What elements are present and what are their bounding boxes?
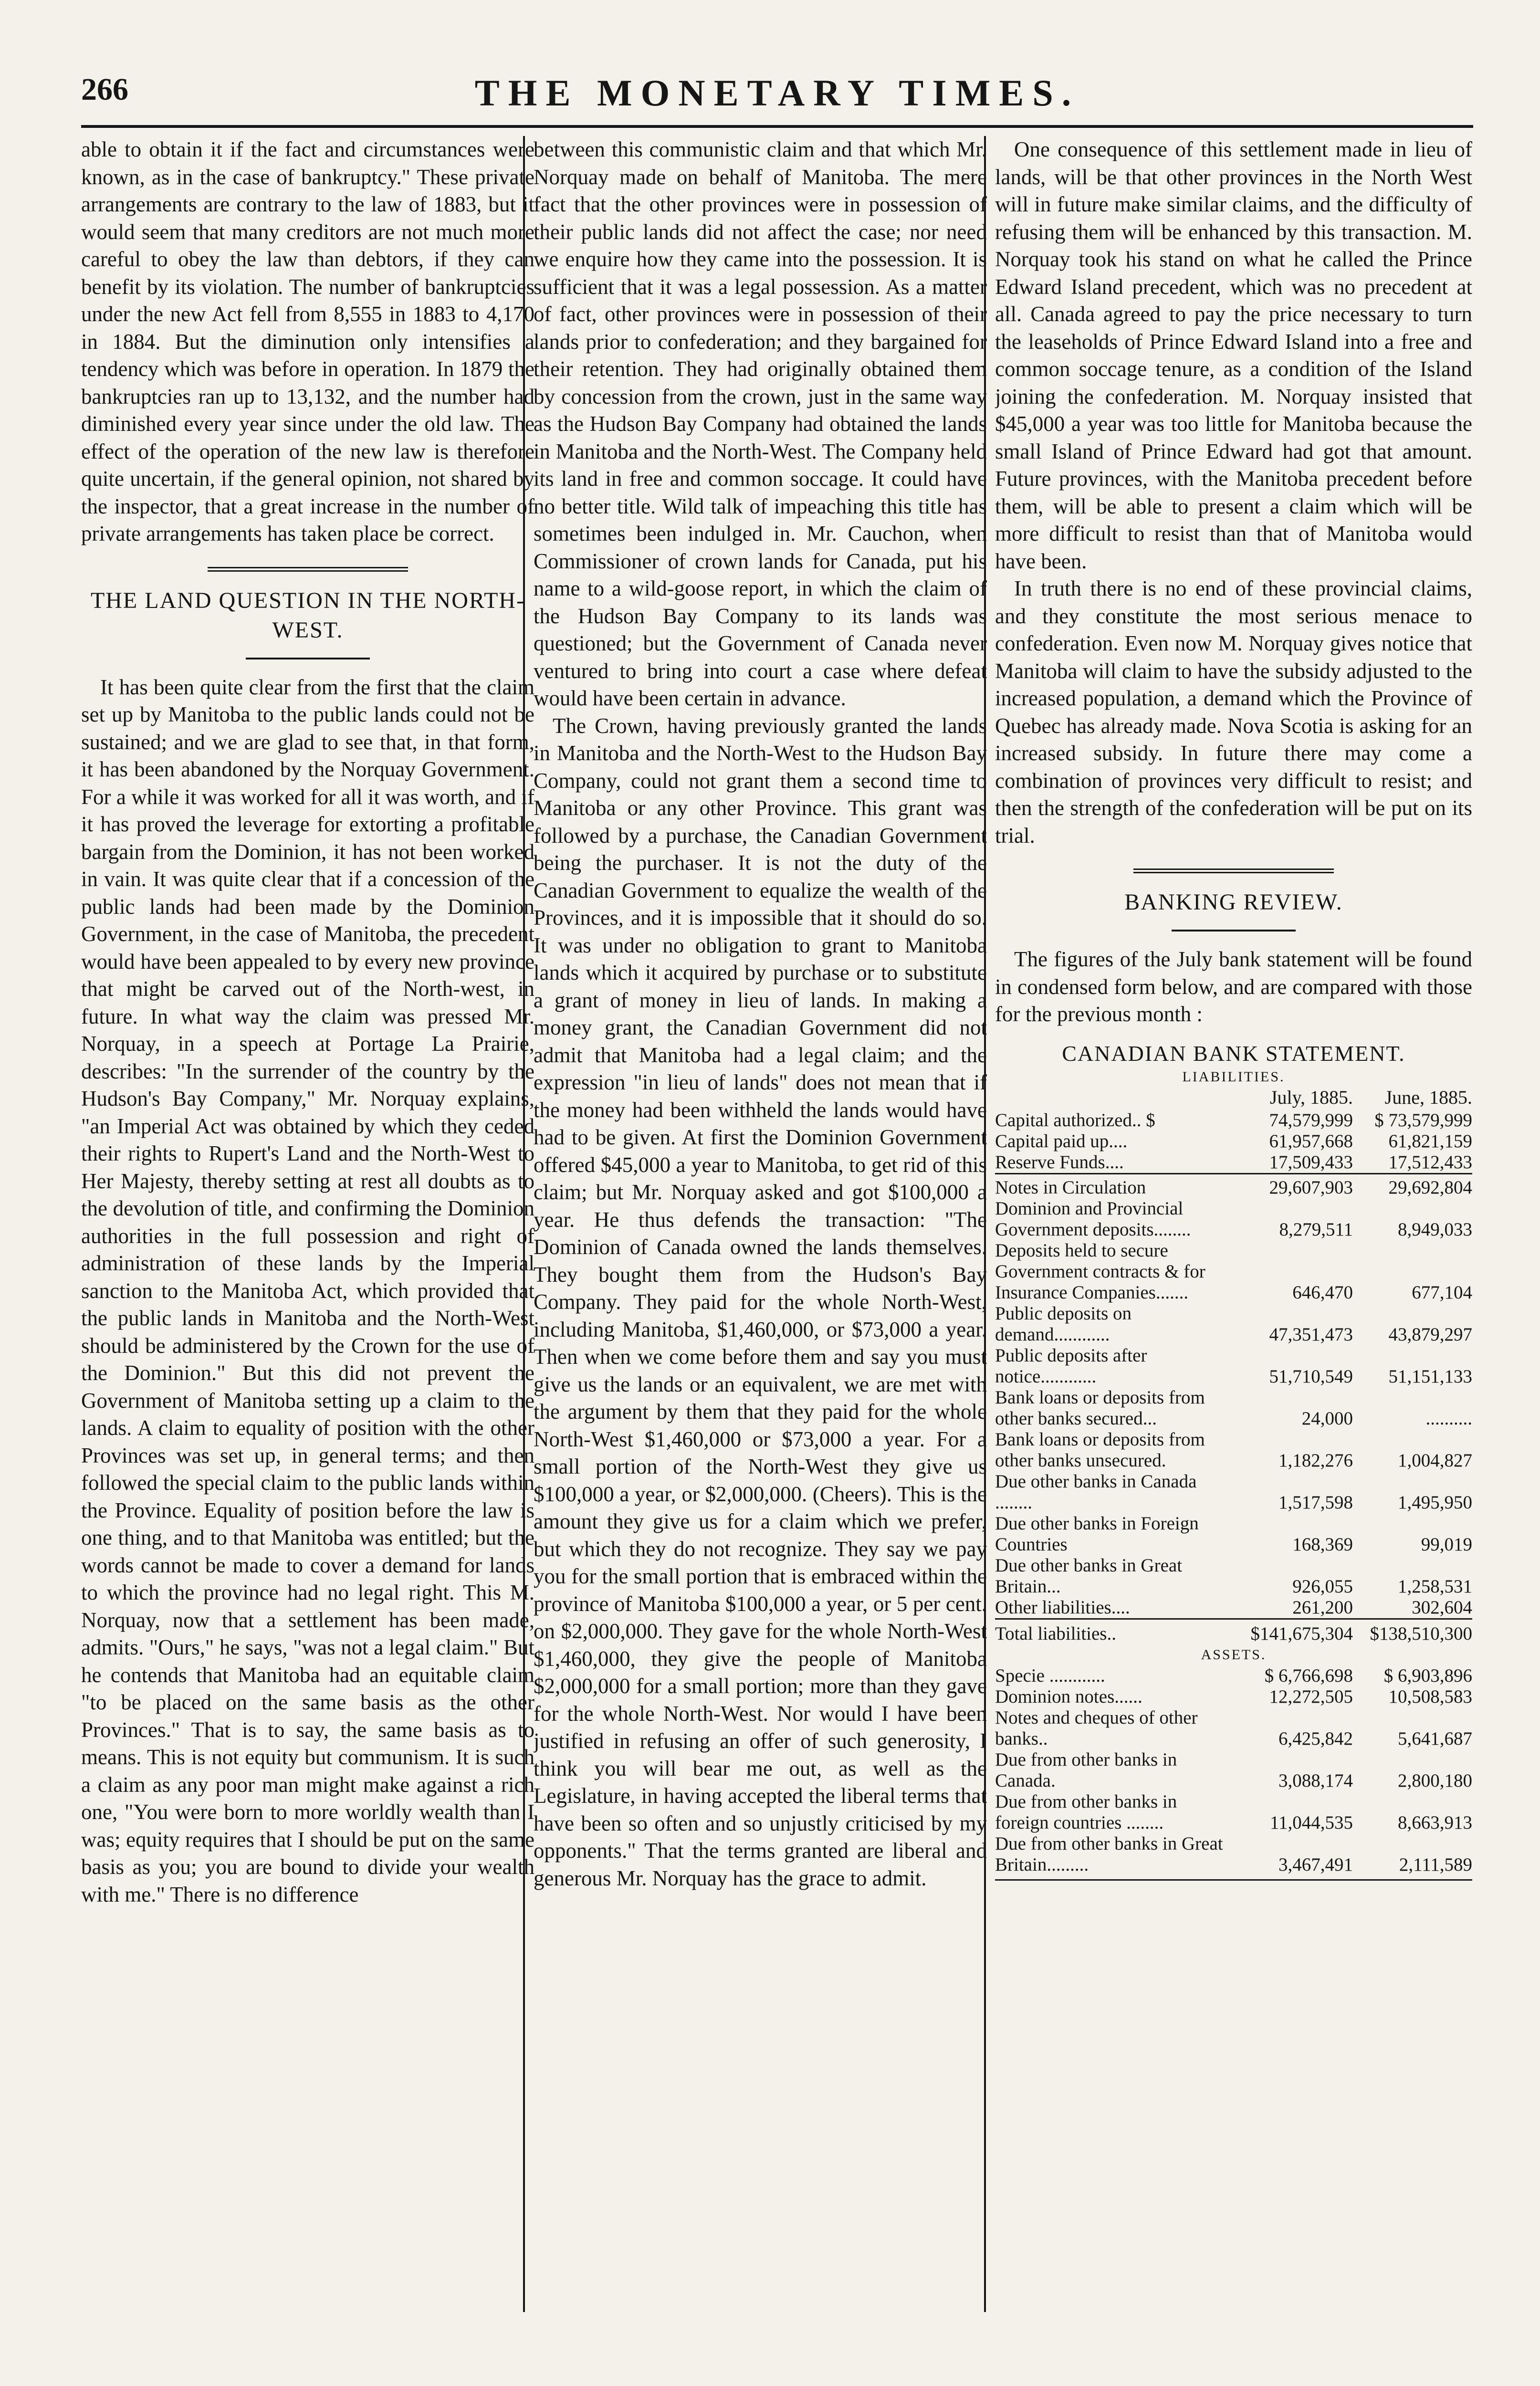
row-label: Notes in Circulation [995, 1173, 1234, 1198]
table-row [995, 1791, 1472, 1833]
masthead [81, 72, 1473, 124]
row-label: Capital authorized.. $ [995, 1109, 1155, 1130]
table-row [995, 1303, 1472, 1345]
row-label: Capital paid up.... [995, 1130, 1128, 1151]
row-june: 5,641,687 [1398, 1728, 1472, 1749]
row-july: 61,957,668 [1269, 1130, 1353, 1151]
table-row [995, 1131, 1472, 1152]
row-july: 29,607,903 [1234, 1173, 1353, 1198]
continued-paragraph: able to obtain it if the fact and circumstances were known, as in the case of bankruptcy." These private arrangements are contrary to the law of 1883, but it would seem that many creditors are not much more careful to obey the law than debtors, if they can benefit by its violation. The number of bankruptcies under the new Act fell from 8,555 in 1883 to 4,170 in 1884. But the diminution only intensifies a tendency which was before in operation. In 1879 the bankruptcies ran up to 13,132, and the number had diminished every year since under the old law. The effect of the operation of the new law is therefore quite uncertain, if the general opinion, not shared by the inspector, that a great increase in the number of private arrangements has taken place be correct. [81, 137, 534, 545]
table-end-rule [995, 1879, 1472, 1881]
article-paragraph: In truth there is no end of these provincial claims, and they constitute the most serious menace to confederation. Even now M. Norquay gives notice that Manitoba will claim to have the subsidy adjusted to the increased population, a demand which the Province of Quebec has already made. Nova Scotia is asking for an increased subsidy. In future there may come a combination of provinces very difficult to resist; and then the strength of the confederation will be put on its trial. [995, 576, 1472, 848]
table-title: CANADIAN BANK STATEMENT. [1062, 1041, 1405, 1066]
row-june: 8,663,913 [1398, 1812, 1472, 1833]
row-july: 17,509,433 [1269, 1151, 1353, 1172]
row-july: 3,467,491 [1278, 1854, 1353, 1875]
row-label: Due from other banks in Canada. [995, 1749, 1177, 1791]
row-june: 43,879,297 [1388, 1324, 1472, 1345]
header-rule [81, 125, 1473, 128]
row-june: 51,151,133 [1388, 1366, 1472, 1387]
row-july: 24,000 [1301, 1408, 1353, 1429]
table-row [995, 1665, 1472, 1686]
table-row [995, 1471, 1472, 1513]
table-row [995, 1555, 1472, 1597]
row-july: 11,044,535 [1269, 1812, 1353, 1833]
header-blank [995, 1087, 1234, 1110]
row-label: Due from other banks in Great Britain......... [995, 1833, 1223, 1875]
row-june: 61,821,159 [1388, 1130, 1472, 1151]
row-july: 51,710,549 [1269, 1366, 1353, 1387]
row-label: Specie ............ [995, 1665, 1105, 1686]
col-july: July, 1885. [1269, 1086, 1353, 1108]
row-june: 10,508,583 [1388, 1686, 1472, 1707]
table-row [995, 1387, 1472, 1429]
row-july: 261,200 [1292, 1597, 1353, 1618]
heading-rule [246, 658, 370, 659]
total-liabilities-row [995, 1619, 1472, 1644]
row-june: $ 6,903,896 [1383, 1665, 1472, 1686]
row-label: Bank loans or deposits from other banks secured... [995, 1387, 1205, 1429]
table-row [995, 1110, 1472, 1131]
table-row [995, 1833, 1472, 1875]
table-row [995, 1597, 1472, 1619]
row-july: 47,351,473 [1269, 1324, 1353, 1345]
row-label: Other liabilities.... [995, 1597, 1130, 1618]
table-row [995, 1749, 1472, 1791]
row-july: $ 6,766,698 [1264, 1665, 1353, 1686]
table-row [995, 1707, 1472, 1749]
row-july: 1,517,598 [1278, 1492, 1353, 1513]
col-june: June, 1885. [1384, 1086, 1472, 1108]
table-row [995, 1198, 1472, 1240]
assets-label: ASSETS. [1201, 1646, 1267, 1663]
banking-review-heading: BANKING REVIEW. [1124, 890, 1343, 915]
row-june: 1,258,531 [1398, 1576, 1472, 1597]
row-july: 3,088,174 [1278, 1770, 1353, 1791]
table-row [995, 1240, 1472, 1303]
row-june: 8,949,033 [1398, 1219, 1472, 1240]
row-june: 29,692,804 [1353, 1173, 1472, 1198]
page-number: 266 [81, 72, 128, 107]
row-label: Due from other banks in foreign countries ........ [995, 1791, 1177, 1833]
row-label: Public deposits on demand............ [995, 1303, 1132, 1345]
article-paragraph: between this communistic claim and that which Mr. Norquay made on behalf of Manitoba. The mere fact that the other provinces were in possession of their public lands did not affect the case; nor need we enquire how they came into the possession. It is sufficient that it was a legal possession. As a matter of fact, other provinces were in possession of their lands prior to confederation; and they bargained for their retention. They had originally obtained them by concession from the crown, just in the same way as the Hudson Bay Company had obtained the lands in Manitoba and the North-West. The Company held its land in free and common soccage. It could have no better title. Wild talk of impeaching this title has sometimes been indulged in. Mr. Cauchon, when Commissioner of crown lands for Canada, put his name to a wild-goose report, in which the claim of the Hudson Bay Company to its lands was questioned; but the Government of Canada never ventured to bring into court a case where defeat would have been certain in advance. [534, 137, 987, 710]
row-label: Due other banks in Canada ........ [995, 1471, 1197, 1513]
row-june: 99,019 [1421, 1534, 1472, 1555]
newspaper-title: THE MONETARY TIMES. [474, 72, 1080, 114]
heading-rule [1172, 930, 1296, 931]
liabilities-label: LIABILITIES. [1182, 1068, 1285, 1085]
section-rule [1133, 869, 1334, 876]
table-row [995, 1173, 1472, 1198]
table-row [995, 1429, 1472, 1471]
row-label: Due other banks in Great Britain... [995, 1555, 1183, 1597]
total-june: $138,510,300 [1353, 1619, 1472, 1644]
row-label: Dominion and Provincial Government deposits........ [995, 1198, 1191, 1240]
row-label: Due other banks in Foreign Countries [995, 1513, 1199, 1555]
row-june: 677,104 [1412, 1282, 1472, 1303]
column-1 [81, 136, 534, 2312]
table-header-row [995, 1087, 1472, 1110]
column-2 [534, 136, 987, 2312]
table-row [995, 1152, 1472, 1174]
article-paragraph: It has been quite clear from the first that the claim set up by Manitoba to the public lands could not be sustained; and we are glad to see that, in that form, it has been abandoned by the Norquay Government. For a while it was worked for all it was worth, and if it has proved the leverage for extorting a profitable bargain from the Dominion, it has not been worked in vain. It was quite clear that if a concession of the public lands had been made by the Dominion Government, in the case of Manitoba, the precedent would have been appealed to by every new province that might be carved out of the North-west, in future. In what way the claim was pressed Mr. Norquay, in a speech at Portage La Prairie, describes: "In the surrender of the country by the Hudson's Bay Company," Mr. Norquay explains, "an Imperial Act was obtained by which they ceded their rights to Rupert's Land and the North-West to Her Majesty, thereby setting at rest all doubts as to the devolution of title, and confirming the Dominion authorities in the full possession and right of administration of these lands by the Imperial sanction to the Manitoba Act, which provided that the public lands in Manitoba and the North-West should be administered by the Crown for the use of the Dominion." But this did not prevent the Government of Manitoba setting up a claim to the lands. A claim to equality of position with the other Provinces was set up, in general terms; and then followed the special claim to the public lands within the Province. Equality of position before the law is one thing, and to that Manitoba was entitled; but the words cannot be made to cover a demand for lands to which the province had no legal right. This M. Norquay, now that a settlement has been made, admits. "Ours," he says, "was not a legal claim." But he contends that Manitoba had an equitable claim "to be placed on the same basis as the other Provinces." That is to say, the same basis as to means. This is not equity but communism. It is such a claim as any poor man might make against a rich one, "You were born to more worldly wealth than I was; equity requires that I should be put on the same basis as you; you are bound to divide your wealth with me." There is no difference [81, 675, 534, 1906]
article-paragraph: The Crown, having previously granted the lands in Manitoba and the North-West to the Hudson Bay Company, could not grant them a second time to Manitoba or any other Province. This grant was followed by a purchase, the Canadian Government being the purchaser. It is not the duty of the Canadian Government to equalize the wealth of the Provinces, and it is impossible that it should do so. It was under no obligation to grant to Manitoba lands which it acquired by purchase or to substitute a grant of money in lieu of lands. In making a money grant, the Canadian Government did not admit that Manitoba had a legal claim; and the expression "in lieu of lands" does not mean that if the money had been withheld the lands would have had to be given. At first the Dominion Government offered $45,000 a year to Manitoba, to get rid of this claim; but Mr. Norquay asked and got $100,000 a year. He thus defends the transaction: "The Dominion of Canada owned the lands themselves. They bought them from the Hudson's Bay Company. They paid for the whole North-West, including Manitoba, $1,460,000, or $73,000 a year. Then when we come before them and say you must give us the lands or an equivalent, we are met with the argument by them that they paid for the whole North-West $1,460,000 or $73,000 a year. For a small portion of the North-West they give us $100,000 a year, or $2,000,000. (Cheers). This is the amount they give us for a claim which we prefer, but which they do not recognize. They say we pay you for the small portion that is embraced within the province of Manitoba $100,000 a year, or 5 per cent. on $2,000,000. They gave for the whole North-West $1,460,000, they give the people of Manitoba $2,000,000 for a small portion; more than they gave for the whole North-West. Nor would I have been justified in refusing an offer of such generosity, I think you will bear me out, as well as the Legislature, in having accepted the liberal terms that have been so often and so unjustly criticised by my opponents." That the terms granted are liberal and generous Mr. Norquay has the grace to admit. [534, 713, 987, 1890]
row-july: 12,272,505 [1269, 1686, 1353, 1707]
row-label: Deposits held to secure Government contracts & for Insurance Companies....... [995, 1240, 1205, 1303]
row-june: 2,111,589 [1399, 1854, 1472, 1875]
assets-label-row [995, 1644, 1472, 1665]
row-july: 646,470 [1292, 1282, 1353, 1303]
article-heading: THE LAND QUESTION IN THE NORTH-WEST. [90, 587, 525, 643]
row-june: $ 73,579,999 [1374, 1109, 1472, 1130]
banking-intro: The figures of the July bank statement will be found in condensed form below, and are compared with those for the previous month : [995, 947, 1472, 1026]
row-june: 2,800,180 [1398, 1770, 1472, 1791]
row-label: Bank loans or deposits from other banks unsecured. [995, 1429, 1205, 1471]
row-label: Notes and cheques of other banks.. [995, 1707, 1198, 1749]
row-july: 168,369 [1292, 1534, 1353, 1555]
row-july: 74,579,999 [1269, 1109, 1353, 1130]
table-row [995, 1513, 1472, 1555]
table-row [995, 1345, 1472, 1387]
row-label: Public deposits after notice............ [995, 1345, 1147, 1387]
row-label: Reserve Funds.... [995, 1151, 1124, 1172]
total-label: Total liabilities.. [995, 1619, 1234, 1644]
section-rule [208, 567, 408, 575]
column-3 [995, 136, 1472, 2312]
row-july: 926,055 [1292, 1576, 1353, 1597]
row-july: 1,182,276 [1278, 1450, 1353, 1471]
table-row [995, 1686, 1472, 1707]
row-june: 1,004,827 [1398, 1450, 1472, 1471]
row-label: Dominion notes...... [995, 1686, 1142, 1707]
row-june: .......... [1425, 1408, 1472, 1429]
bank-statement-table [995, 1087, 1472, 1875]
row-july: 6,425,842 [1278, 1728, 1353, 1749]
row-july: 8,279,511 [1279, 1219, 1353, 1240]
row-june: 17,512,433 [1388, 1151, 1472, 1172]
total-july: $141,675,304 [1234, 1619, 1353, 1644]
row-june: 302,604 [1412, 1597, 1472, 1618]
article-paragraph: One consequence of this settlement made in lieu of lands, will be that other provinces in the North West will in future make similar claims, and the difficulty of refusing them will be enhanced by this transaction. M. Norquay took his stand on what he called the Prince Edward Island precedent, which was no precedent at all. Canada agreed to pay the price necessary to turn the leaseholds of Prince Edward Island into a free and common soccage tenure, as a condition of the Island joining the confederation. M. Norquay insisted that $45,000 a year was too little for Manitoba because the small Island of Prince Edward had got that amount. Future provinces, with the Manitoba precedent before them, will be able to present a claim which will be more difficult to resist than that of Manitoba would have been. [995, 137, 1472, 573]
row-june: 1,495,950 [1398, 1492, 1472, 1513]
